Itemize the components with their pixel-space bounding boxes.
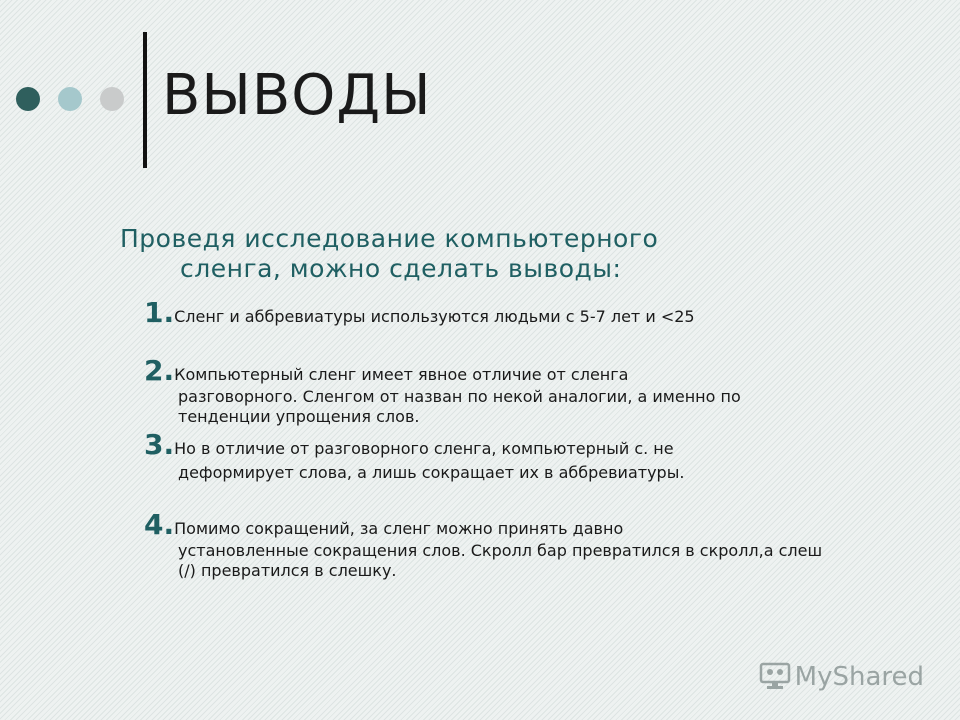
item-text: Но в отличие от разговорного сленга, компьютерный с. не: [174, 439, 674, 458]
item-number: 4.: [144, 508, 175, 541]
item-text: Компьютерный сленг имеет явное отличие от сленга: [174, 365, 629, 384]
watermark-text: MyShared: [794, 662, 924, 692]
dot-light-icon: [58, 87, 82, 111]
decorative-dots: [16, 86, 142, 112]
item-number: 1.: [144, 296, 175, 329]
item-number: 2.: [144, 354, 175, 387]
dot-gray-icon: [100, 87, 124, 111]
item-text: Сленг и аббревиатуры используются людьми с 5-7 лет и <25: [174, 307, 695, 326]
conclusion-item-1: [144, 296, 824, 329]
dot-dark-icon: [16, 87, 40, 111]
conclusion-item-4: [144, 508, 824, 581]
intro-line-1: Проведя исследование компьютерного: [120, 224, 659, 253]
monitor-people-icon: [759, 662, 791, 692]
conclusion-item-3: [144, 428, 824, 483]
slide-intro: [120, 224, 840, 284]
item-text-continued: деформирует слова, а лишь сокращает их в аббревиатуры.: [178, 463, 685, 482]
item-number: 3.: [144, 428, 175, 461]
conclusion-item-2: [144, 354, 824, 427]
item-text: Помимо сокращений, за сленг можно принять давно: [174, 519, 624, 538]
watermark-logo: [759, 662, 924, 692]
slide-title: ВЫВОДЫ: [162, 63, 432, 128]
title-divider: [143, 32, 147, 168]
item-text-continued: разговорного. Сленгом от назван по некой аналогии, а именно по тенденции упрощения слов.: [178, 387, 741, 426]
intro-line-2: сленга, можно сделать выводы:: [180, 254, 622, 283]
item-text-continued: установленные сокращения слов. Скролл бар превратился в скролл,а слеш (/) превратился в слешку.: [178, 541, 823, 580]
